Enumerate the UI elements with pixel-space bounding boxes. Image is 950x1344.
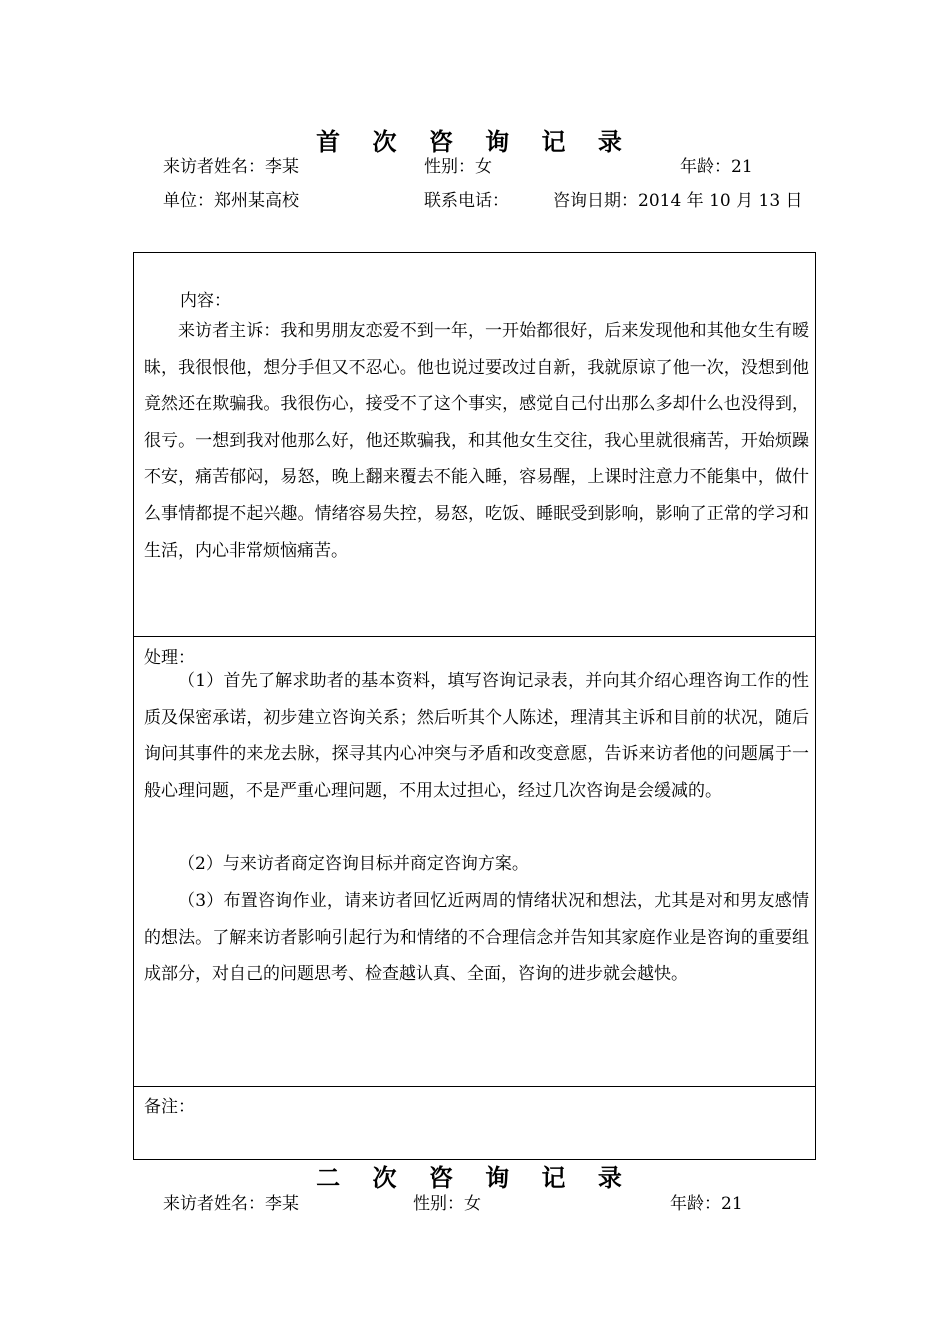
visitor-gender: 性别：女 <box>424 157 492 177</box>
second-visitor-name: 来访者姓名：李某 <box>163 1194 299 1214</box>
visitor-name: 来访者姓名：李某 <box>163 157 299 177</box>
notes-section <box>134 1087 815 1160</box>
first-record-title: 首 次 咨 询 记 录 <box>316 127 634 156</box>
second-visitor-age: 年龄：21 <box>670 1194 743 1214</box>
notes-label: 备注： <box>144 1097 195 1117</box>
process-item-3: （3）布置咨询作业，请来访者回忆近两周的情绪状况和想法，尤其是对和男友感情的想法。了解来访者影响引起行为和情绪的不合理信念并告知其家庭作业是咨询的重要组成部分，对自己的问题思考、检查越认真、全面，咨询的进步就会越快。 <box>144 891 809 985</box>
process-section <box>134 637 815 1087</box>
visitor-unit: 单位：郑州某高校 <box>163 191 299 211</box>
visitor-phone: 联系电话： <box>424 191 509 211</box>
consult-date: 咨询日期：2014 年 10 月 13 日 <box>553 191 803 211</box>
process-label: 处理： <box>144 648 195 668</box>
content-label: 内容： <box>180 291 231 311</box>
second-record-title: 二 次 咨 询 记 录 <box>316 1163 634 1192</box>
process-item-2: （2）与来访者商定咨询目标并商定咨询方案。 <box>178 854 529 874</box>
complaint-text: 来访者主诉：我和男朋友恋爱不到一年，一开始都很好，后来发现他和其他女生有暧昧，我很恨他，想分手但又不忍心。他也说过要改过自新，我就原谅了他一次，没想到他竟然还在欺骗我。我很伤心，接受不了这个事实，感觉自己付出那么多却什么也没得到，很亏。一想到我对他那么好，他还欺骗我，和其他女生交往，我心里就很痛苦，开始烦躁不安，痛苦郁闷，易怒，晚上翻来覆去不能入睡，容易醒，上课时注意力不能集中，做什么事情都提不起兴趣。情绪容易失控，易怒，吃饭、睡眠受到影响，影响了正常的学习和生活，内心非常烦恼痛苦。 <box>144 321 809 561</box>
second-visitor-gender: 性别：女 <box>413 1194 481 1214</box>
visitor-age: 年龄：21 <box>680 157 753 177</box>
content-section <box>134 253 815 637</box>
consultation-record-table <box>133 252 816 1160</box>
process-item-1: （1）首先了解求助者的基本资料，填写咨询记录表，并向其介绍心理咨询工作的性质及保密承诺，初步建立咨询关系；然后听其个人陈述，理清其主诉和目前的状况，随后询问其事件的来龙去脉，探寻其内心冲突与矛盾和改变意愿，告诉来访者他的问题属于一般心理问题，不是严重心理问题，不用太过担心，经过几次咨询是会缓减的。 <box>144 671 809 801</box>
